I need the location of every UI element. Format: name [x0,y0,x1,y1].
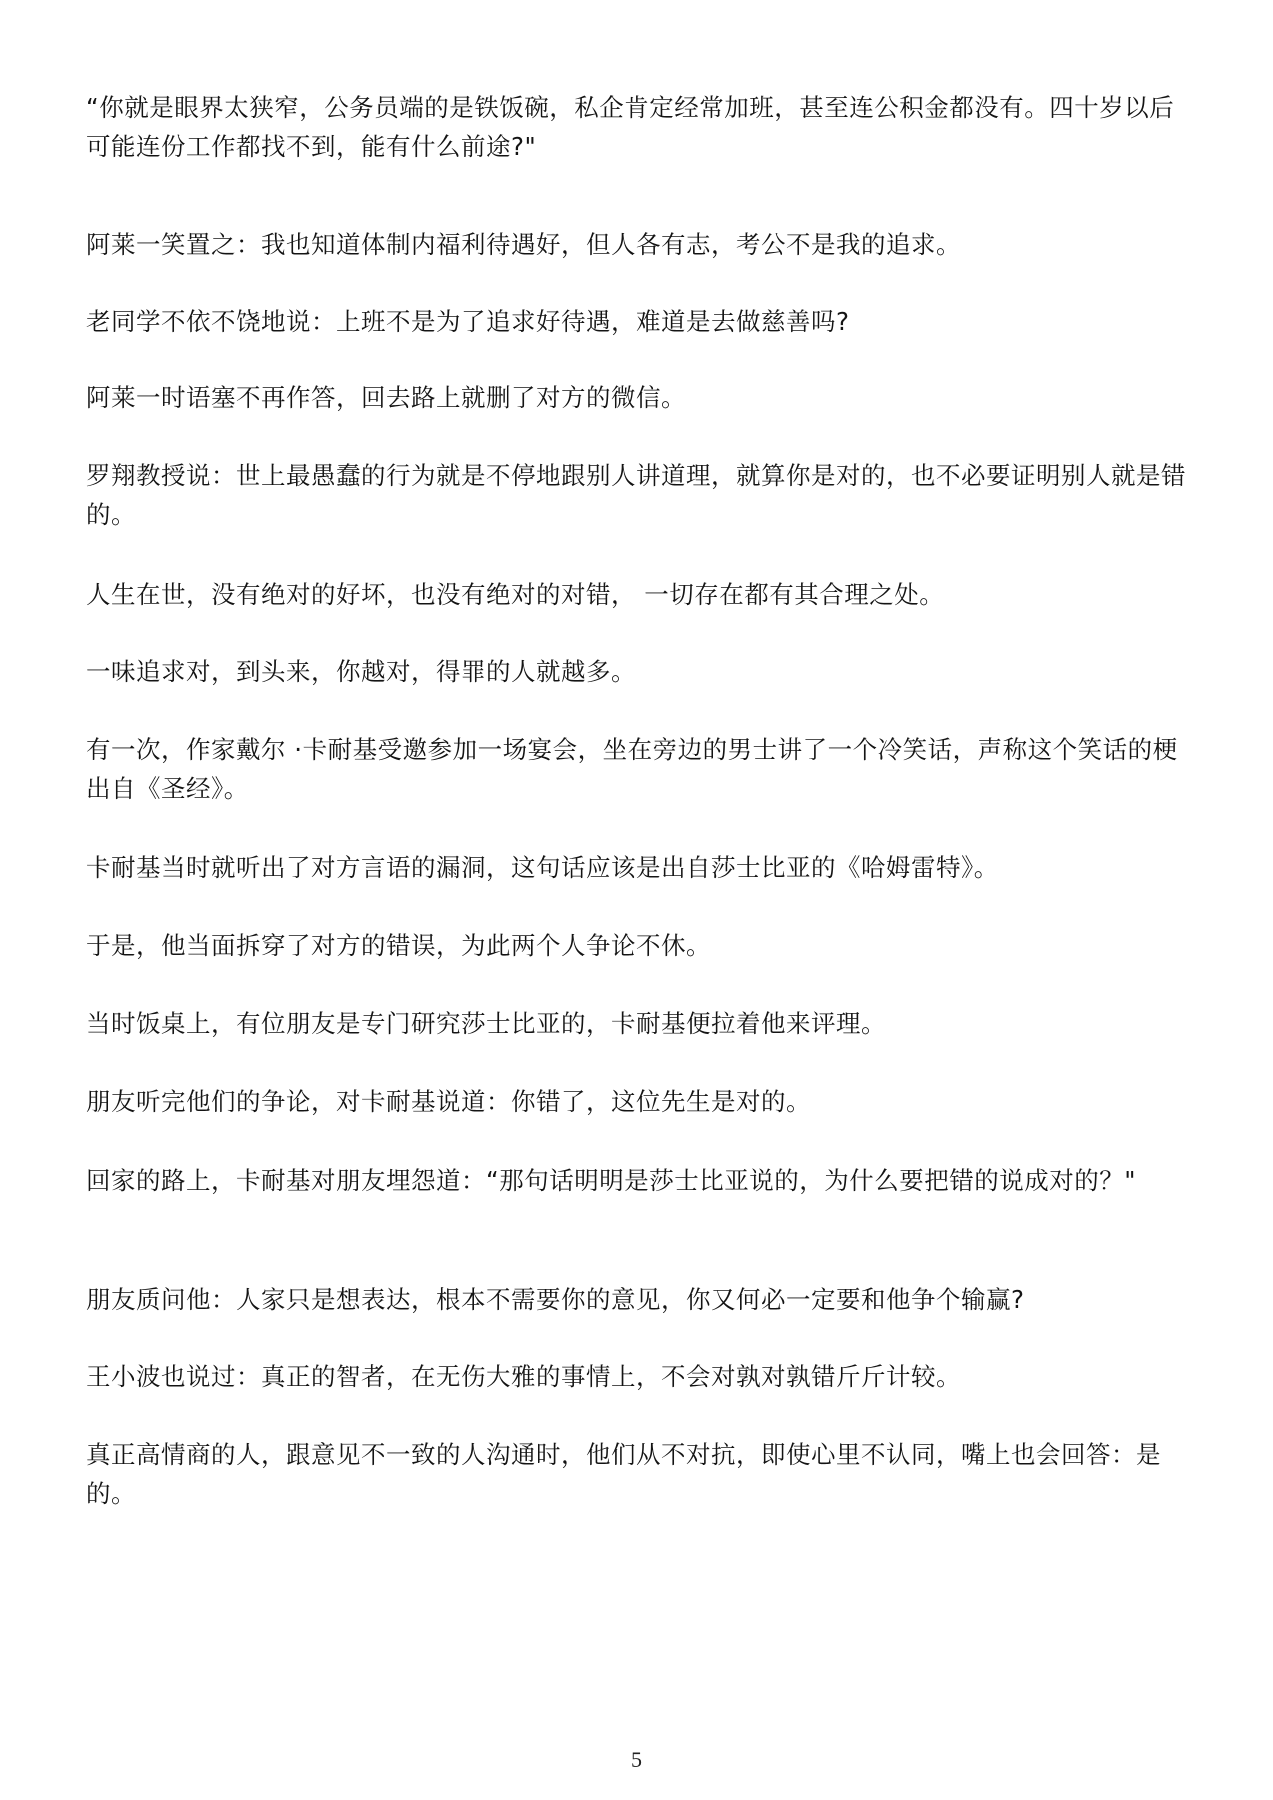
paragraph: 罗翔教授说：世上最愚蠢的行为就是不停地跟别人讲道理，就算你是对的，也不必要证明别人就是错的。 [86,461,1186,529]
paragraph: 于是，他当面拆穿了对方的错误，为此两个人争论不休。 [86,931,711,960]
paragraph: 真正高情商的人，跟意见不一致的人沟通时，他们从不对抗，即使心里不认同，嘴上也会回答：是的。 [86,1440,1161,1508]
paragraph: 人生在世，没有绝对的好坏，也没有绝对的对错， 一切存在都有其合理之处。 [86,580,945,609]
paragraph: 有一次，作家戴尔 ·卡耐基受邀参加一场宴会，坐在旁边的男士讲了一个冷笑话，声称这个笑话的梗出自《圣经》。 [86,735,1178,803]
paragraph: 阿莱一时语塞不再作答，回去路上就删了对方的微信。 [86,383,686,412]
paragraph: 当时饭桌上，有位朋友是专门研究莎士比亚的，卡耐基便拉着他来评理。 [86,1009,886,1038]
paragraph: 老同学不依不饶地说：上班不是为了追求好待遇，难道是去做慈善吗? [86,307,850,336]
paragraph: 一味追求对，到头来，你越对，得罪的人就越多。 [86,657,636,686]
paragraph: 卡耐基当时就听出了对方言语的漏洞，这句话应该是出自莎士比亚的《哈姆雷特》。 [86,853,999,882]
paragraph: 朋友听完他们的争论，对卡耐基说道：你错了，这位先生是对的。 [86,1087,811,1116]
paragraph: 回家的路上，卡耐基对朋友埋怨道：“那句话明明是莎士比亚说的，为什么要把错的说成对的？" [86,1166,1136,1195]
paragraph: 王小波也说过：真正的智者，在无伤大雅的事情上，不会对孰对孰错斤斤计较。 [86,1362,961,1391]
page-number: 5 [631,1747,642,1772]
paragraph: 阿莱一笑置之：我也知道体制内福利待遇好，但人各有志，考公不是我的追求。 [86,230,961,259]
paragraph: 朋友质问他：人家只是想表达，根本不需要你的意见，你又何必一定要和他争个输赢? [86,1285,1025,1314]
paragraph: “你就是眼界太狭窄，公务员端的是铁饭碗，私企肯定经常加班，甚至连公积金都没有。四十岁以后可能连份工作都找不到，能有什么前途?" [86,93,1175,161]
